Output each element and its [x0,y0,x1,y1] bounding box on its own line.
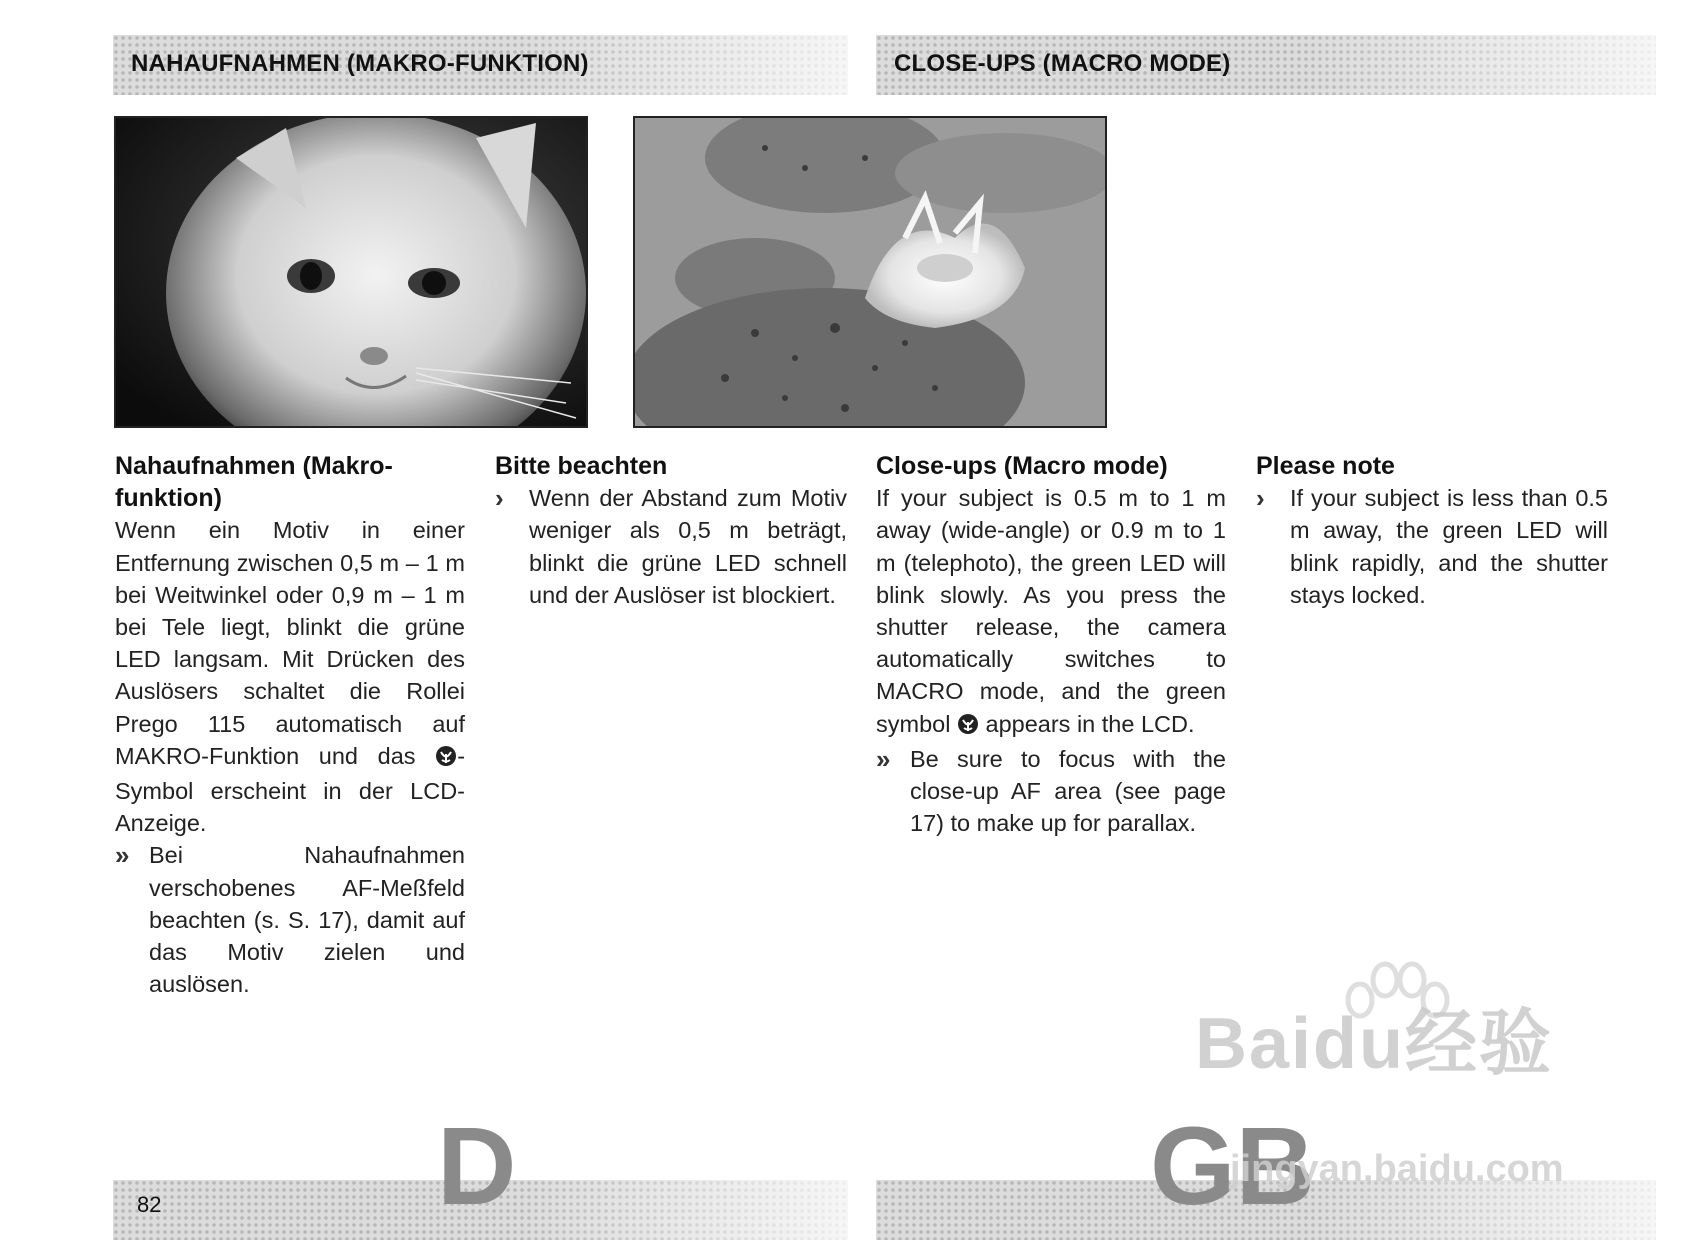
english-body-text: If your subject is 0.5 m to 1 m away (wide-angle) or 0.9 m to 1 m (telephoto), the green LED will blink slowly. As you press the shutter release, the camera automatically switches to MACRO mode, and the green symbol [876,485,1226,737]
german-bullet [115,839,465,1000]
watermark-brand: Baidu经验 [1195,1004,1554,1084]
double-arrow-icon: » [115,840,130,871]
english-bullet-text: Be sure to focus with the close-up AF area (see page 17) to make up for parallax. [910,745,1226,837]
english-note-text: If your subject is less than 0.5 m away, the green LED will blink rapidly, and the shutter stays locked. [1290,485,1608,608]
tulip-macro-icon [957,711,979,743]
english-main-column [876,450,1226,839]
watermark-url: jingyan.baidu.com [1230,1148,1564,1190]
language-marker-english: GB [1150,1105,1315,1228]
english-note-column [1256,450,1608,611]
german-bullet-text: Bei Nahaufnahmen verschobenes AF-Meßfeld beachten (s. S. 17), damit auf das Motiv zielen und auslösen. [149,842,465,998]
single-arrow-icon: › [1256,483,1265,514]
english-body [876,482,1226,743]
water-lily-photo [633,116,1107,428]
german-body-text: Wenn ein Motiv in einer Entfernung zwischen 0,5 m – 1 m bei Weitwinkel oder 0,9 m – 1 m bei Tele liegt, blinkt die grüne LED langsam. Mit Drücken des Auslösers schaltet die Rollei Prego 115 automatisch auf MAKRO-Funktion und das [115,517,465,769]
german-note-text: Wenn der Abstand zum Motiv weniger als 0,5 m beträgt, blinkt die grüne LED schnell und der Auslöser ist blockiert. [529,485,847,608]
german-note-bullet [495,482,847,611]
header-band-left [113,35,848,95]
german-note-column [495,450,847,611]
english-bullet [876,743,1226,840]
german-note-heading: Bitte beachten [495,452,668,480]
german-heading: Nahaufnahmen (Makro-funktion) [115,452,393,513]
cat-photo [114,116,588,428]
english-note-bullet [1256,482,1608,611]
english-note-heading: Please note [1256,452,1395,480]
double-arrow-icon: » [876,743,891,774]
german-body [115,514,465,839]
german-main-column [115,450,465,1000]
language-marker-german: D [437,1105,517,1228]
english-heading: Close-ups (Macro mode) [876,452,1168,480]
tulip-macro-icon [435,743,457,775]
single-arrow-icon: › [495,483,504,514]
german-body-text-end: -Symbol erscheint in der LCD-Anzeige. [115,742,466,837]
section-title-english: CLOSE-UPS (MACRO MODE) [894,50,1231,77]
section-title-german: NAHAUFNAHMEN (MAKRO-FUNKTION) [131,50,589,77]
header-band-right [876,35,1656,95]
english-body-text-end: appears in the LCD. [985,710,1195,737]
page-number: 82 [137,1192,162,1217]
